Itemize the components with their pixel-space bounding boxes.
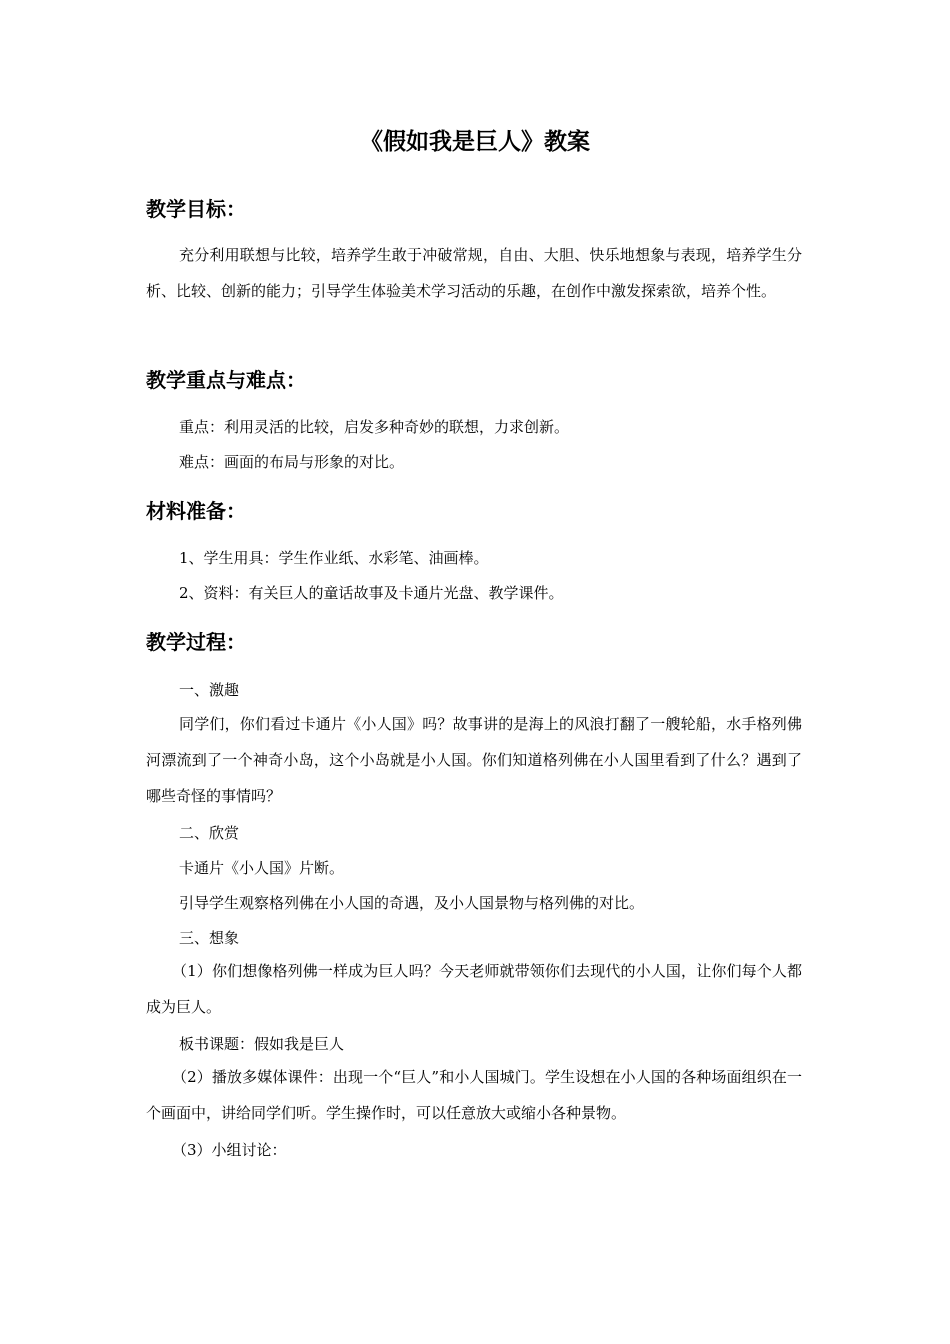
- step2-line-1: 卡通片《小人国》片断。: [179, 859, 345, 877]
- step2-line-2: 引导学生观察格列佛在小人国的奇遇，及小人国景物与格列佛的对比。: [179, 894, 645, 912]
- materials-heading: 材料准备：: [146, 499, 246, 523]
- document-title: 《假如我是巨人》教案: [360, 129, 590, 155]
- step3-question-1: （1）你们想像格列佛一样成为巨人吗？今天老师就带领你们去现代的小人国，让你们每个人都成为巨人。: [146, 962, 802, 1016]
- objectives-heading: 教学目标：: [146, 197, 246, 221]
- step1-text: 同学们，你们看过卡通片《小人国》吗？故事讲的是海上的风浪打翻了一艘轮船，水手格列佛河漂流到了一个神奇小岛，这个小岛就是小人国。你们知道格列佛在小人国里看到了什么？遇到了哪些奇怪的事情吗？: [146, 715, 802, 805]
- step1-title: 一、激趣: [179, 681, 240, 699]
- objectives-text: 充分利用联想与比较，培养学生敢于冲破常规，自由、大胆、快乐地想象与表现，培养学生分析、比较、创新的能力；引导学生体验美术学习活动的乐趣，在创作中激发探索欲，培养个性。: [146, 246, 802, 300]
- key-points-heading: 教学重点与难点：: [146, 368, 306, 392]
- difficulty-text: 难点：画面的布局与形象的对比。: [179, 453, 405, 471]
- step2-title: 二、欣赏: [179, 824, 240, 842]
- step3-title: 三、想象: [179, 929, 240, 947]
- step3-board-text: 板书课题：假如我是巨人: [179, 1035, 345, 1053]
- step3-question-2: （2）播放多媒体课件：出现一个“巨人”和小人国城门。学生设想在小人国的各种场面组织在一个画面中，讲给同学们听。学生操作时，可以任意放大或缩小各种景物。: [146, 1068, 802, 1122]
- step3-question-3: （3）小组讨论：: [172, 1141, 287, 1159]
- focus-text: 重点：利用灵活的比较，启发多种奇妙的联想，力求创新。: [179, 418, 570, 436]
- materials-item-1: 1、学生用具：学生作业纸、水彩笔、油画棒。: [179, 549, 489, 567]
- process-heading: 教学过程：: [146, 630, 246, 654]
- materials-item-2: 2、资料：有关巨人的童话故事及卡通片光盘、教学课件。: [179, 584, 564, 602]
